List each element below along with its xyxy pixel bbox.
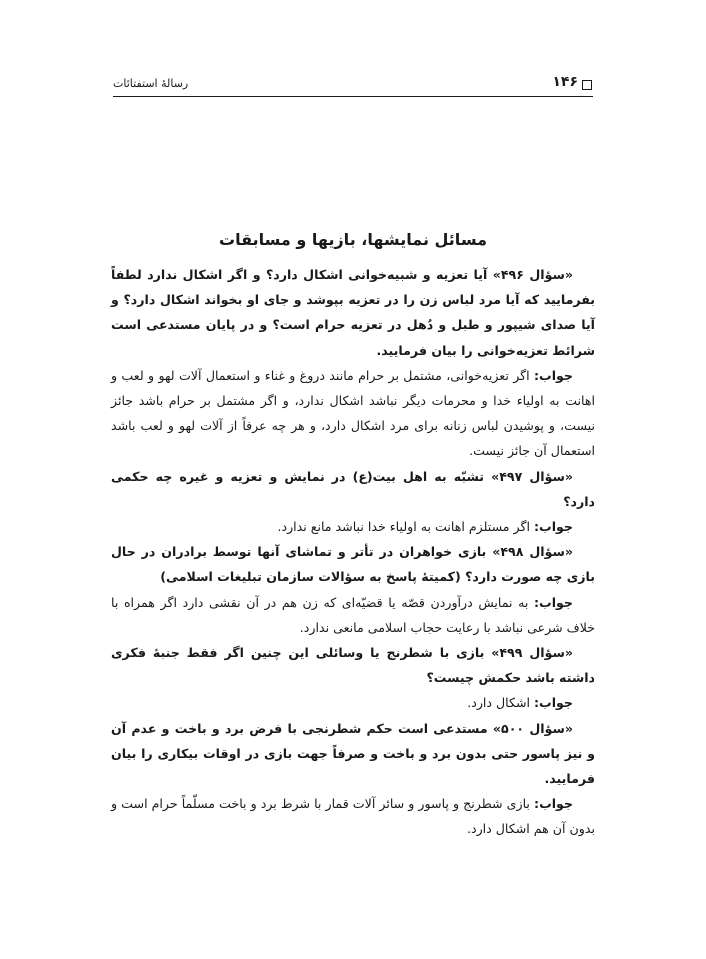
answer-496 bbox=[111, 363, 595, 464]
answer-text: اگر مستلزم اهانت به اولیاء خدا نباشد مانع ندارد. bbox=[277, 519, 530, 535]
question-496: «سؤال ۴۹۶» آیا تعزیه و شبیه‌خوانی اشکال دارد؟ و اگر اشکال ندارد لطفاً بفرمایید که آیا مرد لباس زن را در تعزیه بپوشد و جای او بخواند اشکال دارد؟ و آیا صدای شیپور و طبل و دُهل در تعزیه حرام است؟ و در پایان مستدعی است شرائط تعزیه‌خوانی را بیان فرمایید. bbox=[111, 267, 595, 358]
answer-text: اشکال دارد. bbox=[467, 695, 530, 711]
question-500: «سؤال ۵۰۰» مستدعی است حکم شطرنجی با فرض برد و باخت و عدم آن و نیز پاسور حتی بدون برد و باخت و صرفاً جهت بازی در اوقات بیکاری را بیان فرمایید. bbox=[111, 720, 595, 787]
questions-and-answers bbox=[111, 262, 595, 842]
question-497: «سؤال ۴۹۷» تشبّه به اهل بیت(ع) در نمایش و تعزیه و غیره چه حکمی دارد؟ bbox=[111, 468, 595, 509]
question-498: «سؤال ۴۹۸» بازی خواهران در تأتر و تماشای آنها توسط برادران در حال بازی چه صورت دارد؟ (کمیتهٔ پاسخ به سؤالات سازمان تبلیغات اسلامی) bbox=[111, 544, 595, 585]
answer-label: جواب: bbox=[534, 695, 573, 711]
answer-498 bbox=[111, 590, 595, 640]
running-title: رسالهٔ استفتائات bbox=[113, 77, 189, 90]
answer-label: جواب: bbox=[534, 796, 574, 812]
answer-500 bbox=[111, 791, 595, 841]
answer-text: به نمایش درآوردن قصّه یا قضیّه‌ای که زن هم در آن نقشی دارد اگر همراه با خلاف شرعی نباشد با رعایت حجاب اسلامی مانعی ندارد. bbox=[111, 594, 595, 635]
page-number: ۱۴۶ bbox=[552, 74, 578, 90]
answer-499 bbox=[111, 690, 595, 715]
section-title: مسائل نمایشها، بازیها و مسابقات bbox=[219, 230, 487, 249]
answer-text: اگر تعزیه‌خوانی، مشتمل بر حرام مانند دروغ و غناء و استعمال آلات لهو و لعب و اهانت به اولیاء خدا و محرمات دیگر نباشد اشکال ندارد، و اگر مشتمل بر حرام باشد جائز نیست، و پوشیدن لباس زنانه برای مرد اشکال دارد، و هر چه عرفاً از آلات لهو و لعب باشد استعمال آن جائز نیست. bbox=[111, 367, 595, 459]
header-rule bbox=[113, 96, 593, 97]
square-bullet-icon bbox=[582, 80, 592, 90]
answer-label: جواب: bbox=[534, 594, 573, 610]
question-499: «سؤال ۴۹۹» بازی با شطرنج یا وسائلی این چنین اگر فقط جنبهٔ فکری داشته باشد حکمش چیست؟ bbox=[111, 645, 595, 686]
answer-text: بازی شطرنج و پاسور و سائر آلات قمار با شرط برد و باخت مسلّماً حرام است و بدون آن هم اشکال دارد. bbox=[111, 796, 595, 837]
answer-label: جواب: bbox=[534, 519, 573, 535]
answer-497 bbox=[111, 514, 595, 539]
answer-label: جواب: bbox=[534, 367, 573, 383]
